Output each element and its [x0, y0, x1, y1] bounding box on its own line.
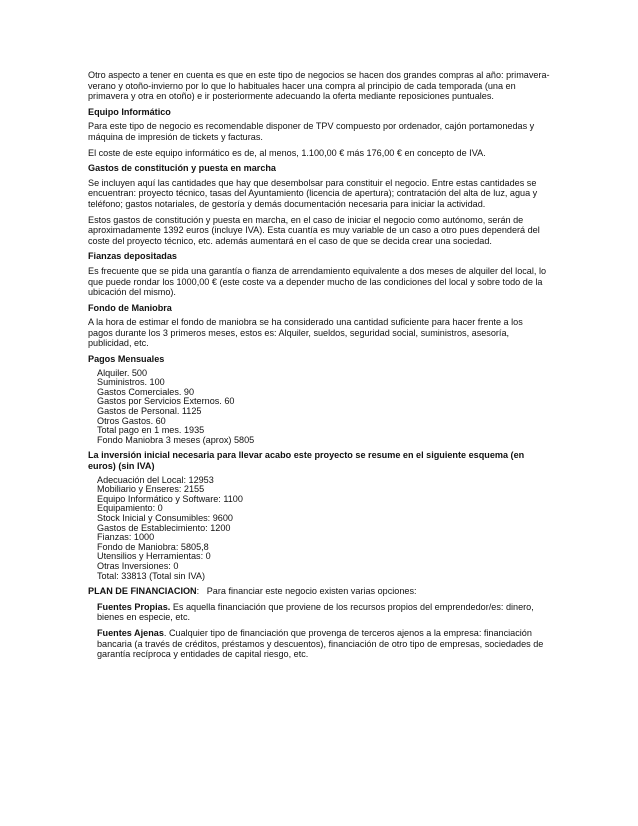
- gastos-paragraph-2: Estos gastos de constitución y puesta en marcha, en el caso de iniciar el negocio como autónomo, serán de aproximadamente 1392 euros (incluye IVA). Esta cuantía es muy variable de un caso a otro pues dependerá del coste del proyecto técnico, etc. además aumentará en el caso de que se decida crear una sociedad.: [88, 214, 540, 246]
- list-item: Adecuación del Local: 12953: [97, 474, 214, 485]
- list-item: Gastos por Servicios Externos. 60: [97, 396, 235, 407]
- list-item: Alquiler. 500: [97, 367, 148, 378]
- list-item: Suministros. 100: [97, 377, 165, 388]
- inversion-list: [97, 476, 550, 582]
- list-item: Fianzas: 1000: [97, 532, 155, 543]
- fuentes-propias-paragraph: [88, 602, 550, 623]
- fuentes-ajenas-text: . Cualquier tipo de financiación que provenga de terceros ajenos a la empresa: financiación bancaria (a través de créditos, préstamos y descuentos), financiación de otro tipo de empresas, sociedades de garantía recíproca y entidades de capital riesgo, etc.: [97, 627, 544, 660]
- pagos-heading: Pagos Mensuales: [88, 354, 165, 365]
- list-item: Stock Inicial y Consumibles: 9600: [97, 512, 233, 523]
- list-item: Gastos de Personal. 1125: [97, 406, 202, 417]
- list-item: Fondo Maniobra 3 meses (aprox) 5805: [97, 434, 255, 445]
- fuentes-propias-text: Es aquella financiación que proviene de los recursos propios del emprendedor/es: dinero, bienes en especie, etc.: [97, 601, 534, 623]
- plan-heading: PLAN DE FINANCIACION: [88, 586, 197, 597]
- fondo-paragraph: A la hora de estimar el fondo de maniobra se ha considerado una cantidad suficiente para hacer frente a los pagos durante los 3 primeros meses, estos es: Alquiler, sueldos, seguridad social, suministros, asesoría, publicidad, etc.: [88, 317, 523, 349]
- fianzas-paragraph: Es frecuente que se pida una garantía o fianza de arrendamiento equivalente a dos meses de alquiler del local, lo que puede rondar los 1000,00 € (este coste va a depender mucho de las condiciones del local y sobre todo de la ubicación del mismo).: [88, 265, 547, 298]
- list-item: Equipamiento: 0: [97, 503, 163, 514]
- equipo-paragraph-1: Para este tipo de negocio es recomendable disponer de TPV compuesto por ordenador, cajón portamonedas y máquina de impresión de tickets y facturas.: [88, 121, 535, 142]
- fondo-heading: Fondo de Maniobra: [88, 302, 172, 313]
- fuentes-ajenas-paragraph: [88, 628, 550, 660]
- list-item: Equipo Informático y Software: 1100: [97, 493, 243, 504]
- fianzas-heading: Fianzas depositadas: [88, 251, 177, 262]
- fuentes-propias-label: Fuentes Propias.: [97, 601, 171, 612]
- list-item: Total: 33813 (Total sin IVA): [97, 570, 205, 581]
- pagos-list: [97, 369, 550, 446]
- intro-paragraph: Otro aspecto a tener en cuenta es que en este tipo de negocios se hacen dos grandes compras al año: primavera-verano y otoño-invierno por lo que lo habituales hacer una compra al principio de cada temporada (una en primavera y otra en otoño) e ir posteriormente adecuando la oferta mediante reposiciones puntuales.: [88, 70, 550, 102]
- list-item: Mobiliario y Enseres: 2155: [97, 484, 205, 495]
- fuentes-ajenas-label: Fuentes Ajenas: [97, 627, 164, 638]
- list-item: Fondo de Maniobra: 5805,8: [97, 541, 209, 552]
- list-item: Otros Gastos. 60: [97, 415, 166, 426]
- gastos-heading: Gastos de constitución y puesta en marcha: [88, 163, 276, 174]
- plan-text: Para financiar este negocio existen varias opciones:: [206, 586, 417, 597]
- list-item: Gastos Comerciales. 90: [97, 386, 195, 397]
- list-item: Total pago en 1 mes. 1935: [97, 425, 205, 436]
- plan-paragraph: PLAN DE FINANCIACION: Para financiar este negocio existen varias opciones:: [88, 586, 417, 597]
- list-item: Utensilios y Herramientas: 0: [97, 551, 211, 562]
- inversion-heading: La inversión inicial necesaria para llevar acabo este proyecto se resume en el siguiente esquema (en euros) (sin IVA): [88, 450, 525, 471]
- gastos-paragraph-1: Se incluyen aquí las cantidades que hay que desembolsar para constituir el negocio. Entre estas cantidades se encuentran: proyecto técnico, tasas del Ayuntamiento (licencia de apertura); contratación del alta de luz, agua y teléfono; gastos notariales, de gestoría y demás documentación necesaria para iniciar la actividad.: [88, 177, 538, 209]
- list-item: Otras Inversiones: 0: [97, 560, 179, 571]
- equipo-paragraph-2: El coste de este equipo informático es de, al menos, 1.100,00 € más 176,00 € en concepto de IVA.: [88, 147, 486, 158]
- document-page: [88, 70, 550, 665]
- list-item: Gastos de Establecimiento: 1200: [97, 522, 231, 533]
- equipo-heading: Equipo Informático: [88, 106, 171, 117]
